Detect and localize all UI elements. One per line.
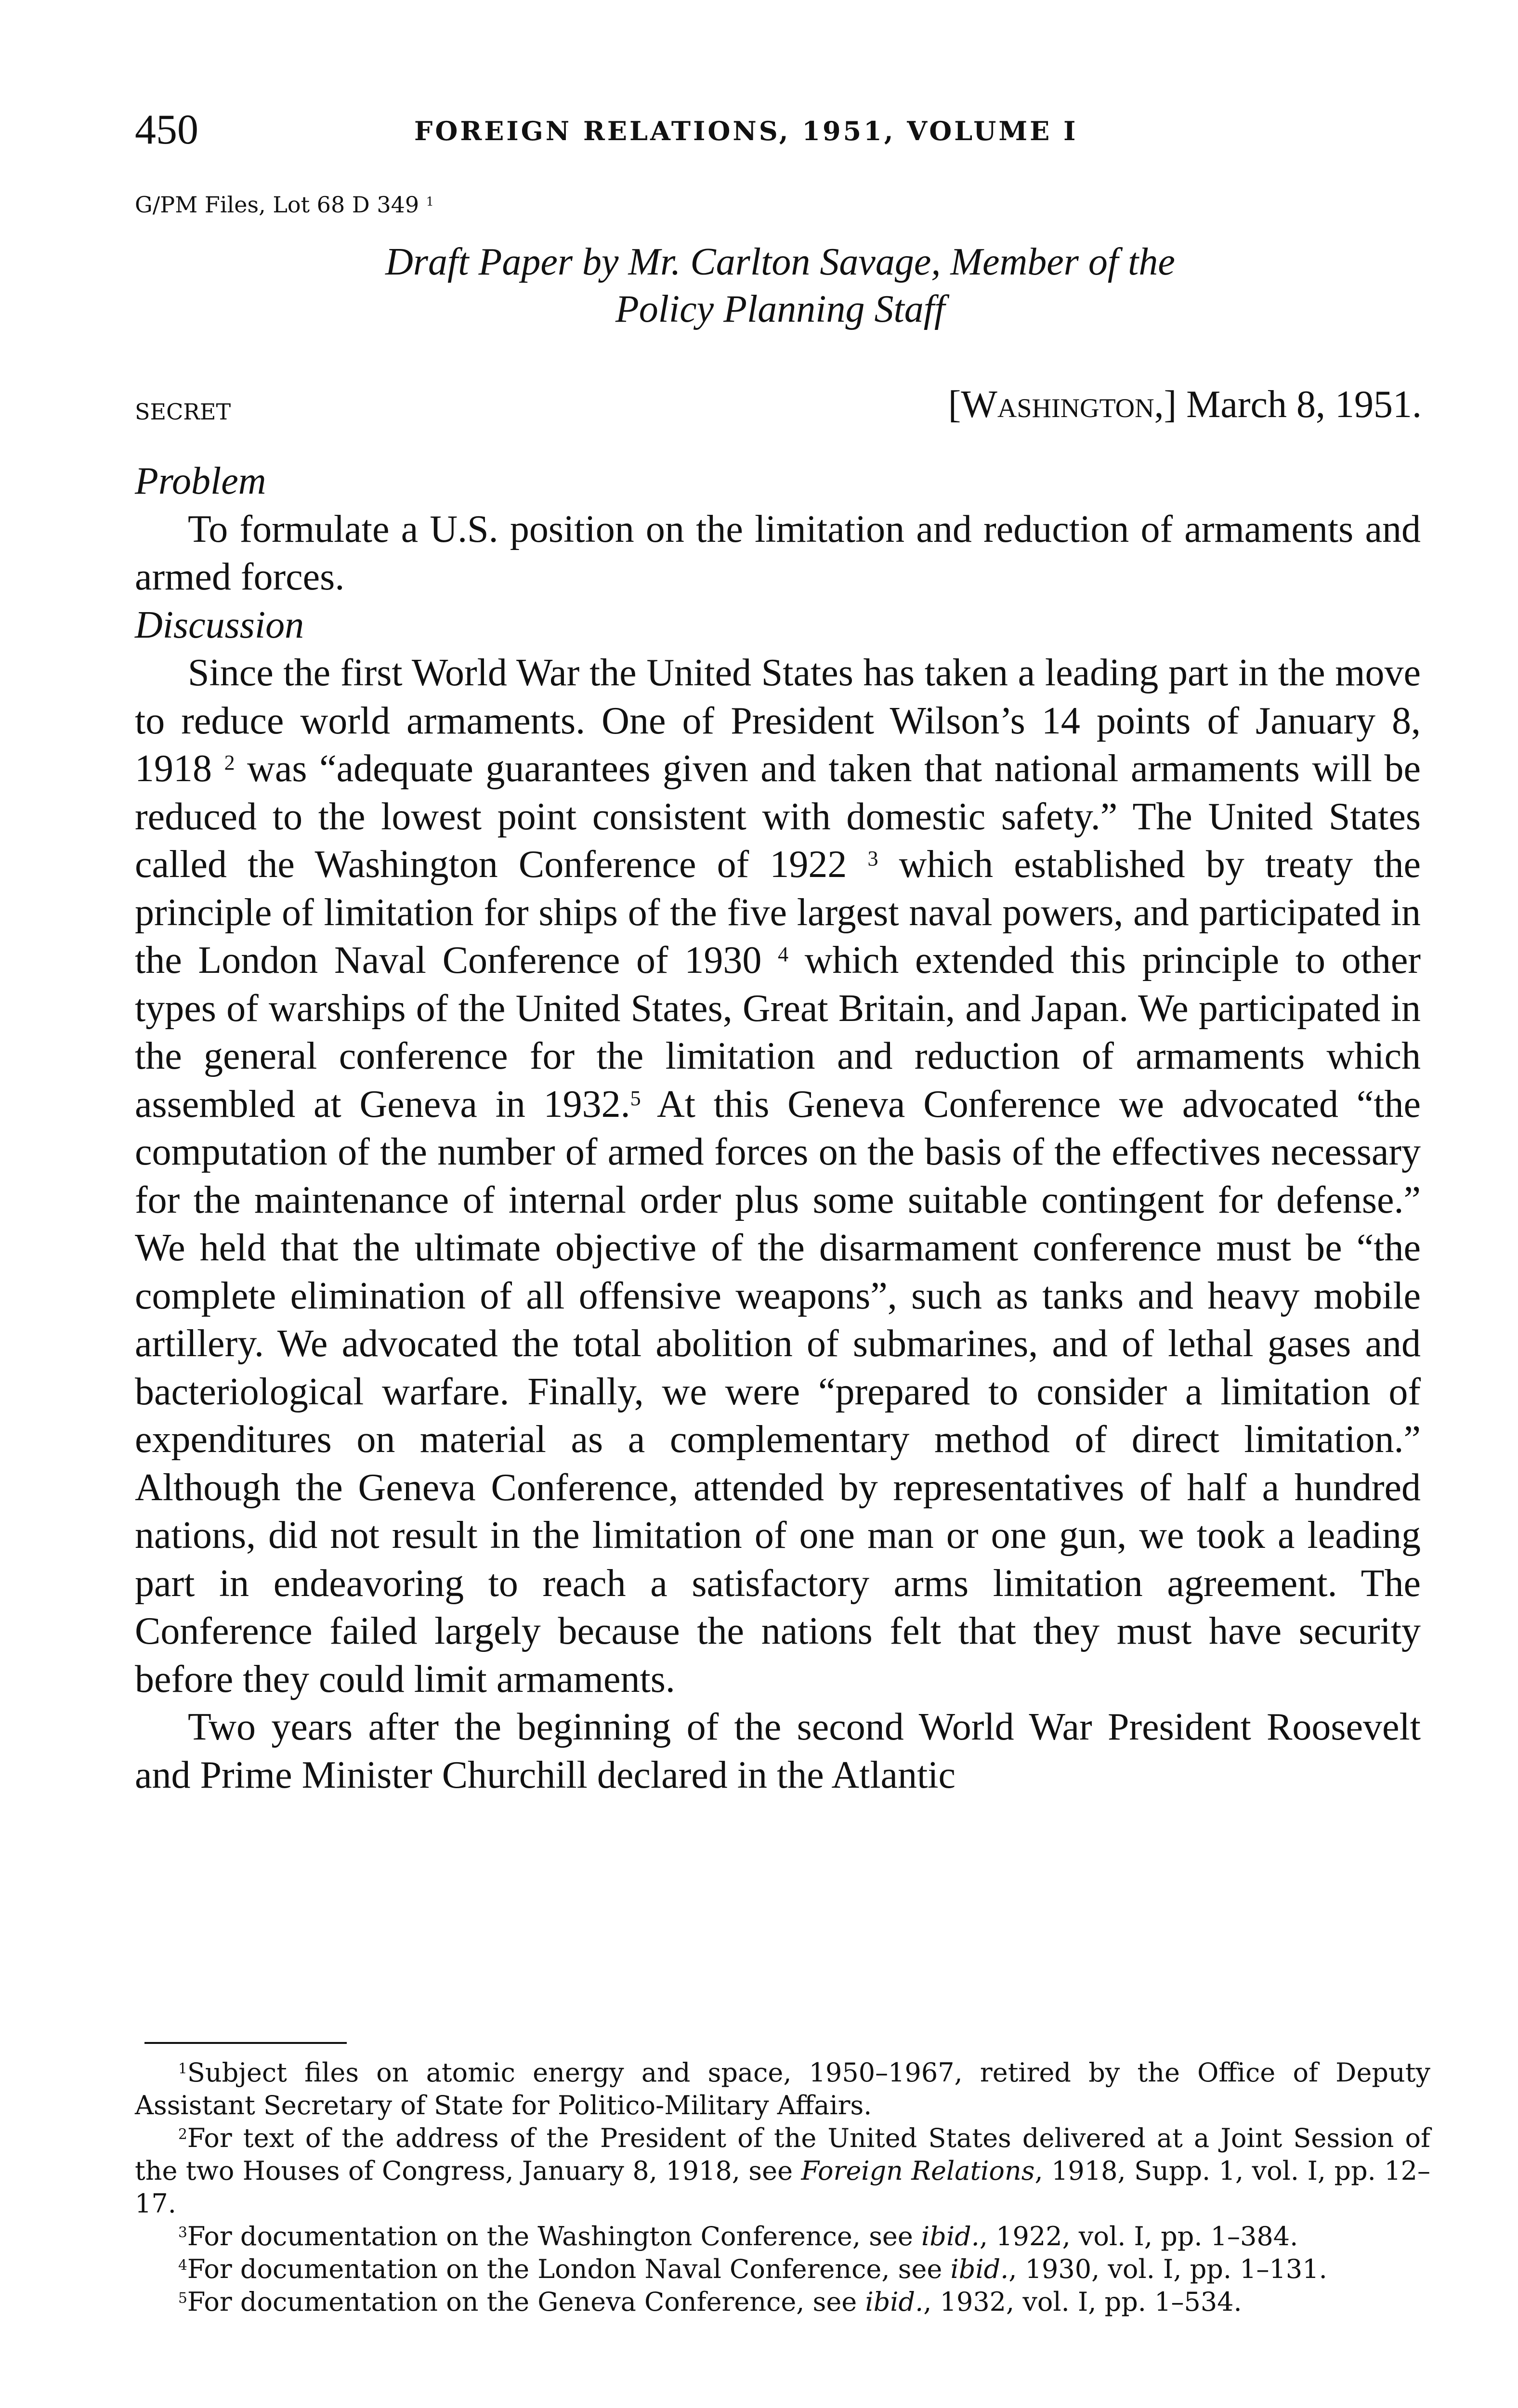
paragraph-text: which extended this principle to other types of warships of the United States, Great Britain, and Japan. We participated in the general conference for the limitation and reduction of armaments which assembled at Geneva in 1932. xyxy=(135,939,1421,1125)
page-number: 450 xyxy=(135,106,198,153)
dateline-open: [ xyxy=(948,383,961,426)
footnote xyxy=(135,2220,1430,2253)
footnote xyxy=(135,2253,1430,2286)
footnote-ref: 4 xyxy=(778,942,789,966)
dateline xyxy=(948,380,1422,429)
running-head xyxy=(135,104,1426,157)
discussion-paragraph xyxy=(135,649,1421,1703)
running-title: FOREIGN RELATIONS, 1951, VOLUME I xyxy=(414,116,1078,146)
footnote-ref: 5 xyxy=(630,1086,641,1110)
classification-label: SECRET xyxy=(135,399,231,425)
footnote-number: 1 xyxy=(178,2060,187,2078)
footnote-ref: 2 xyxy=(224,750,235,774)
footnote-ref: 3 xyxy=(867,846,878,870)
footnote-divider xyxy=(144,2042,347,2044)
document-title-line: Draft Paper by Mr. Carlton Savage, Member of the xyxy=(385,241,1175,283)
discussion-paragraph: Two years after the beginning of the second World War President Roosevelt and Prime Minister Churchill declared in the Atlantic xyxy=(135,1706,1421,1796)
footnote-text: , 1922, vol. I, pp. 1–384. xyxy=(979,2221,1298,2251)
footnote xyxy=(135,2286,1430,2318)
source-citation xyxy=(135,188,434,222)
footnote-text: , 1930, vol. I, pp. 1–131. xyxy=(1008,2254,1327,2284)
footnote-italic: ibid. xyxy=(921,2221,980,2251)
footnote-ref: 1 xyxy=(426,195,434,209)
paragraph-text: was “adequate guarantees given and taken that national armaments will be reduced to the lowest point consistent with domestic safety.” The United States called the Washington Conference of 1922 xyxy=(135,747,1421,886)
footnote-italic: ibid. xyxy=(950,2254,1009,2284)
footnote-number: 3 xyxy=(178,2224,187,2241)
body-text xyxy=(135,458,1421,1799)
document-title xyxy=(299,238,1262,333)
footnote-italic: Foreign Relations xyxy=(801,2156,1035,2186)
footnote-italic: ibid. xyxy=(865,2287,924,2317)
footnote-number: 2 xyxy=(178,2126,187,2143)
footnote-text: For documentation on the Washington Conference, see xyxy=(187,2221,921,2251)
footnote-number: 5 xyxy=(178,2290,187,2307)
dateline-date: ,] March 8, 1951. xyxy=(1154,383,1422,426)
paragraph-text: which established by treaty the principle of limitation for ships of the five largest naval powers, and participated in the London Naval Conference of 1930 xyxy=(135,843,1421,982)
footnote-text: , 1918, Supp. 1, vol. I, pp. 12–17. xyxy=(135,2156,1431,2219)
footnotes xyxy=(135,2056,1430,2318)
footnote-text: Subject files on atomic energy and space, 1950–1967, retired by the Office of Deputy Assistant Secretary of State for Politico-Military Affairs. xyxy=(135,2057,1430,2120)
footnote xyxy=(135,2122,1430,2220)
footnote-text: , 1932, vol. I, pp. 1–534. xyxy=(923,2287,1242,2317)
section-heading-problem: Problem xyxy=(135,460,266,502)
footnote-number: 4 xyxy=(178,2257,187,2274)
footnote-text: For text of the address of the President of the United States delivered at a Joint Session of the two Houses of Congress, January 8, 1918, see xyxy=(135,2123,1430,2186)
dateline-place: Washington xyxy=(961,383,1154,426)
footnote-text: For documentation on the London Naval Conference, see xyxy=(187,2254,951,2284)
document-title-line: Policy Planning Staff xyxy=(615,288,945,330)
paragraph-text: Since the first World War the United States has taken a leading part in the move to reduce world armaments. One of President Wilson’s 14 points of January 8, 1918 xyxy=(135,652,1421,790)
section-heading-discussion: Discussion xyxy=(135,603,304,646)
footnote xyxy=(135,2056,1430,2122)
source-text: G/PM Files, Lot 68 D 349 xyxy=(135,192,419,218)
footnote-text: For documentation on the Geneva Conference, see xyxy=(187,2287,865,2317)
paragraph-text: At this Geneva Conference we advocated “the computation of the number of armed forces on the basis of the effectives necessary for the maintenance of internal order plus some suitable contingent for defense.” We held that the ultimate objective of the disarmament conference must be “the complete elimination of all offensive weapons”, such as tanks and heavy mobile artillery. We advocated the total abolition of submarines, and of lethal gases and bacteriological warfare. Finally, we were “prepared to consider a limitation of expenditures on material as a complementary method of direct limitation.” Although the Geneva Conference, attended by representatives of half a hundred nations, did not result in the limitation of one man or one gun, we took a leading part in endeavoring to reach a satisfactory arms limitation agreement. The Conference failed largely because the nations felt that they must have security before they could limit armaments. xyxy=(135,1083,1421,1701)
problem-paragraph: To formulate a U.S. position on the limitation and reduction of armaments and armed forces. xyxy=(135,508,1421,598)
